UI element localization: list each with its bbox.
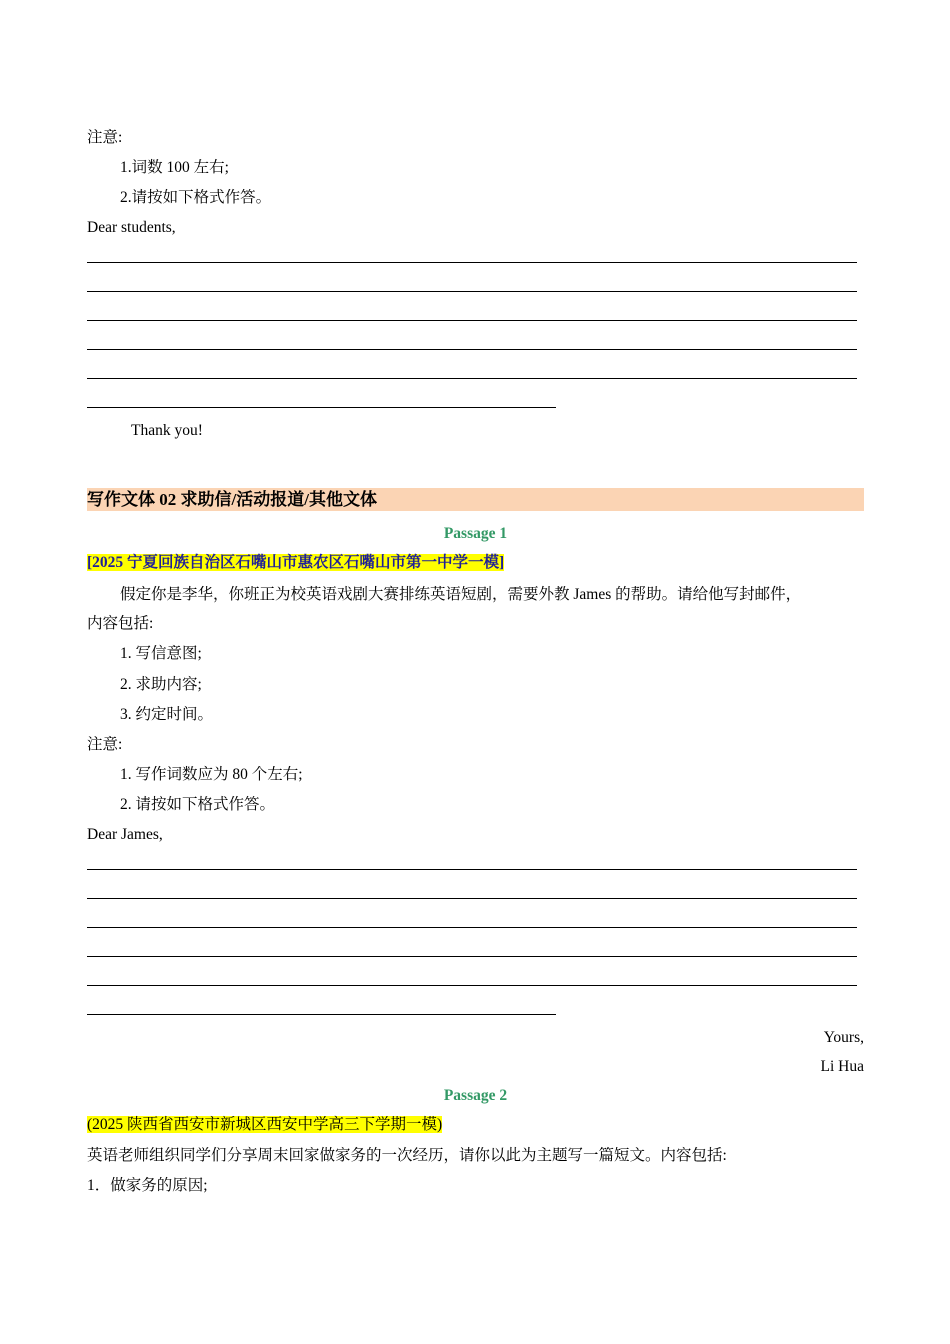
answer-line — [87, 869, 857, 870]
answer-line — [87, 927, 857, 928]
content-point: 1. 写信意图; — [120, 645, 202, 662]
note-label: 注意: — [87, 129, 123, 146]
letter-salutation: Dear James, — [87, 826, 163, 843]
passage-source — [87, 1115, 442, 1135]
passage-title: Passage 1 — [443, 525, 508, 542]
note-item: 2. 请按如下格式作答。 — [120, 796, 276, 813]
letter-signature: Li Hua — [820, 1058, 864, 1075]
content-point: 3. 约定时间。 — [120, 706, 214, 723]
note-item: 2.请按如下格式作答。 — [120, 189, 272, 206]
answer-line — [87, 407, 556, 408]
answer-line — [87, 1014, 556, 1015]
prompt-line: 英语老师组织同学们分享周末回家做家务的一次经历，请你以此为主题写一篇短文。内容包括: — [87, 1147, 727, 1164]
section-heading-text: 写作文体 02 求助信/活动报道/其他文体 — [87, 490, 377, 509]
section-heading — [87, 488, 864, 511]
passage-title: Passage 2 — [443, 1087, 508, 1104]
content-point: 2. 求助内容; — [120, 676, 202, 693]
passage-source — [87, 553, 504, 573]
source-text: [2025 宁夏回族自治区石嘴山市惠农区石嘴山市第一中学一模] — [87, 554, 505, 571]
letter-signoff: Yours, — [823, 1029, 864, 1046]
note-label: 注意: — [87, 736, 123, 753]
source-text: (2025 陕西省西安市新城区西安中学高三下学期一模) — [87, 1116, 443, 1133]
content-point: 1．做家务的原因; — [87, 1177, 208, 1194]
answer-line — [87, 291, 857, 292]
prompt-line: 内容包括: — [87, 615, 154, 632]
answer-line — [87, 378, 857, 379]
answer-line — [87, 956, 857, 957]
answer-line — [87, 985, 857, 986]
prompt-line: 假定你是李华，你班正为校英语戏剧大赛排练英语短剧，需要外教 James 的帮助。请给他写封邮件， — [120, 586, 802, 603]
note-item: 1. 写作词数应为 80 个左右; — [120, 766, 303, 783]
answer-line — [87, 898, 857, 899]
answer-line — [87, 262, 857, 263]
letter-closing: Thank you! — [131, 422, 203, 439]
answer-line — [87, 320, 857, 321]
letter-salutation: Dear students, — [87, 219, 176, 236]
answer-line — [87, 349, 857, 350]
note-item: 1.词数 100 左右; — [120, 159, 229, 176]
